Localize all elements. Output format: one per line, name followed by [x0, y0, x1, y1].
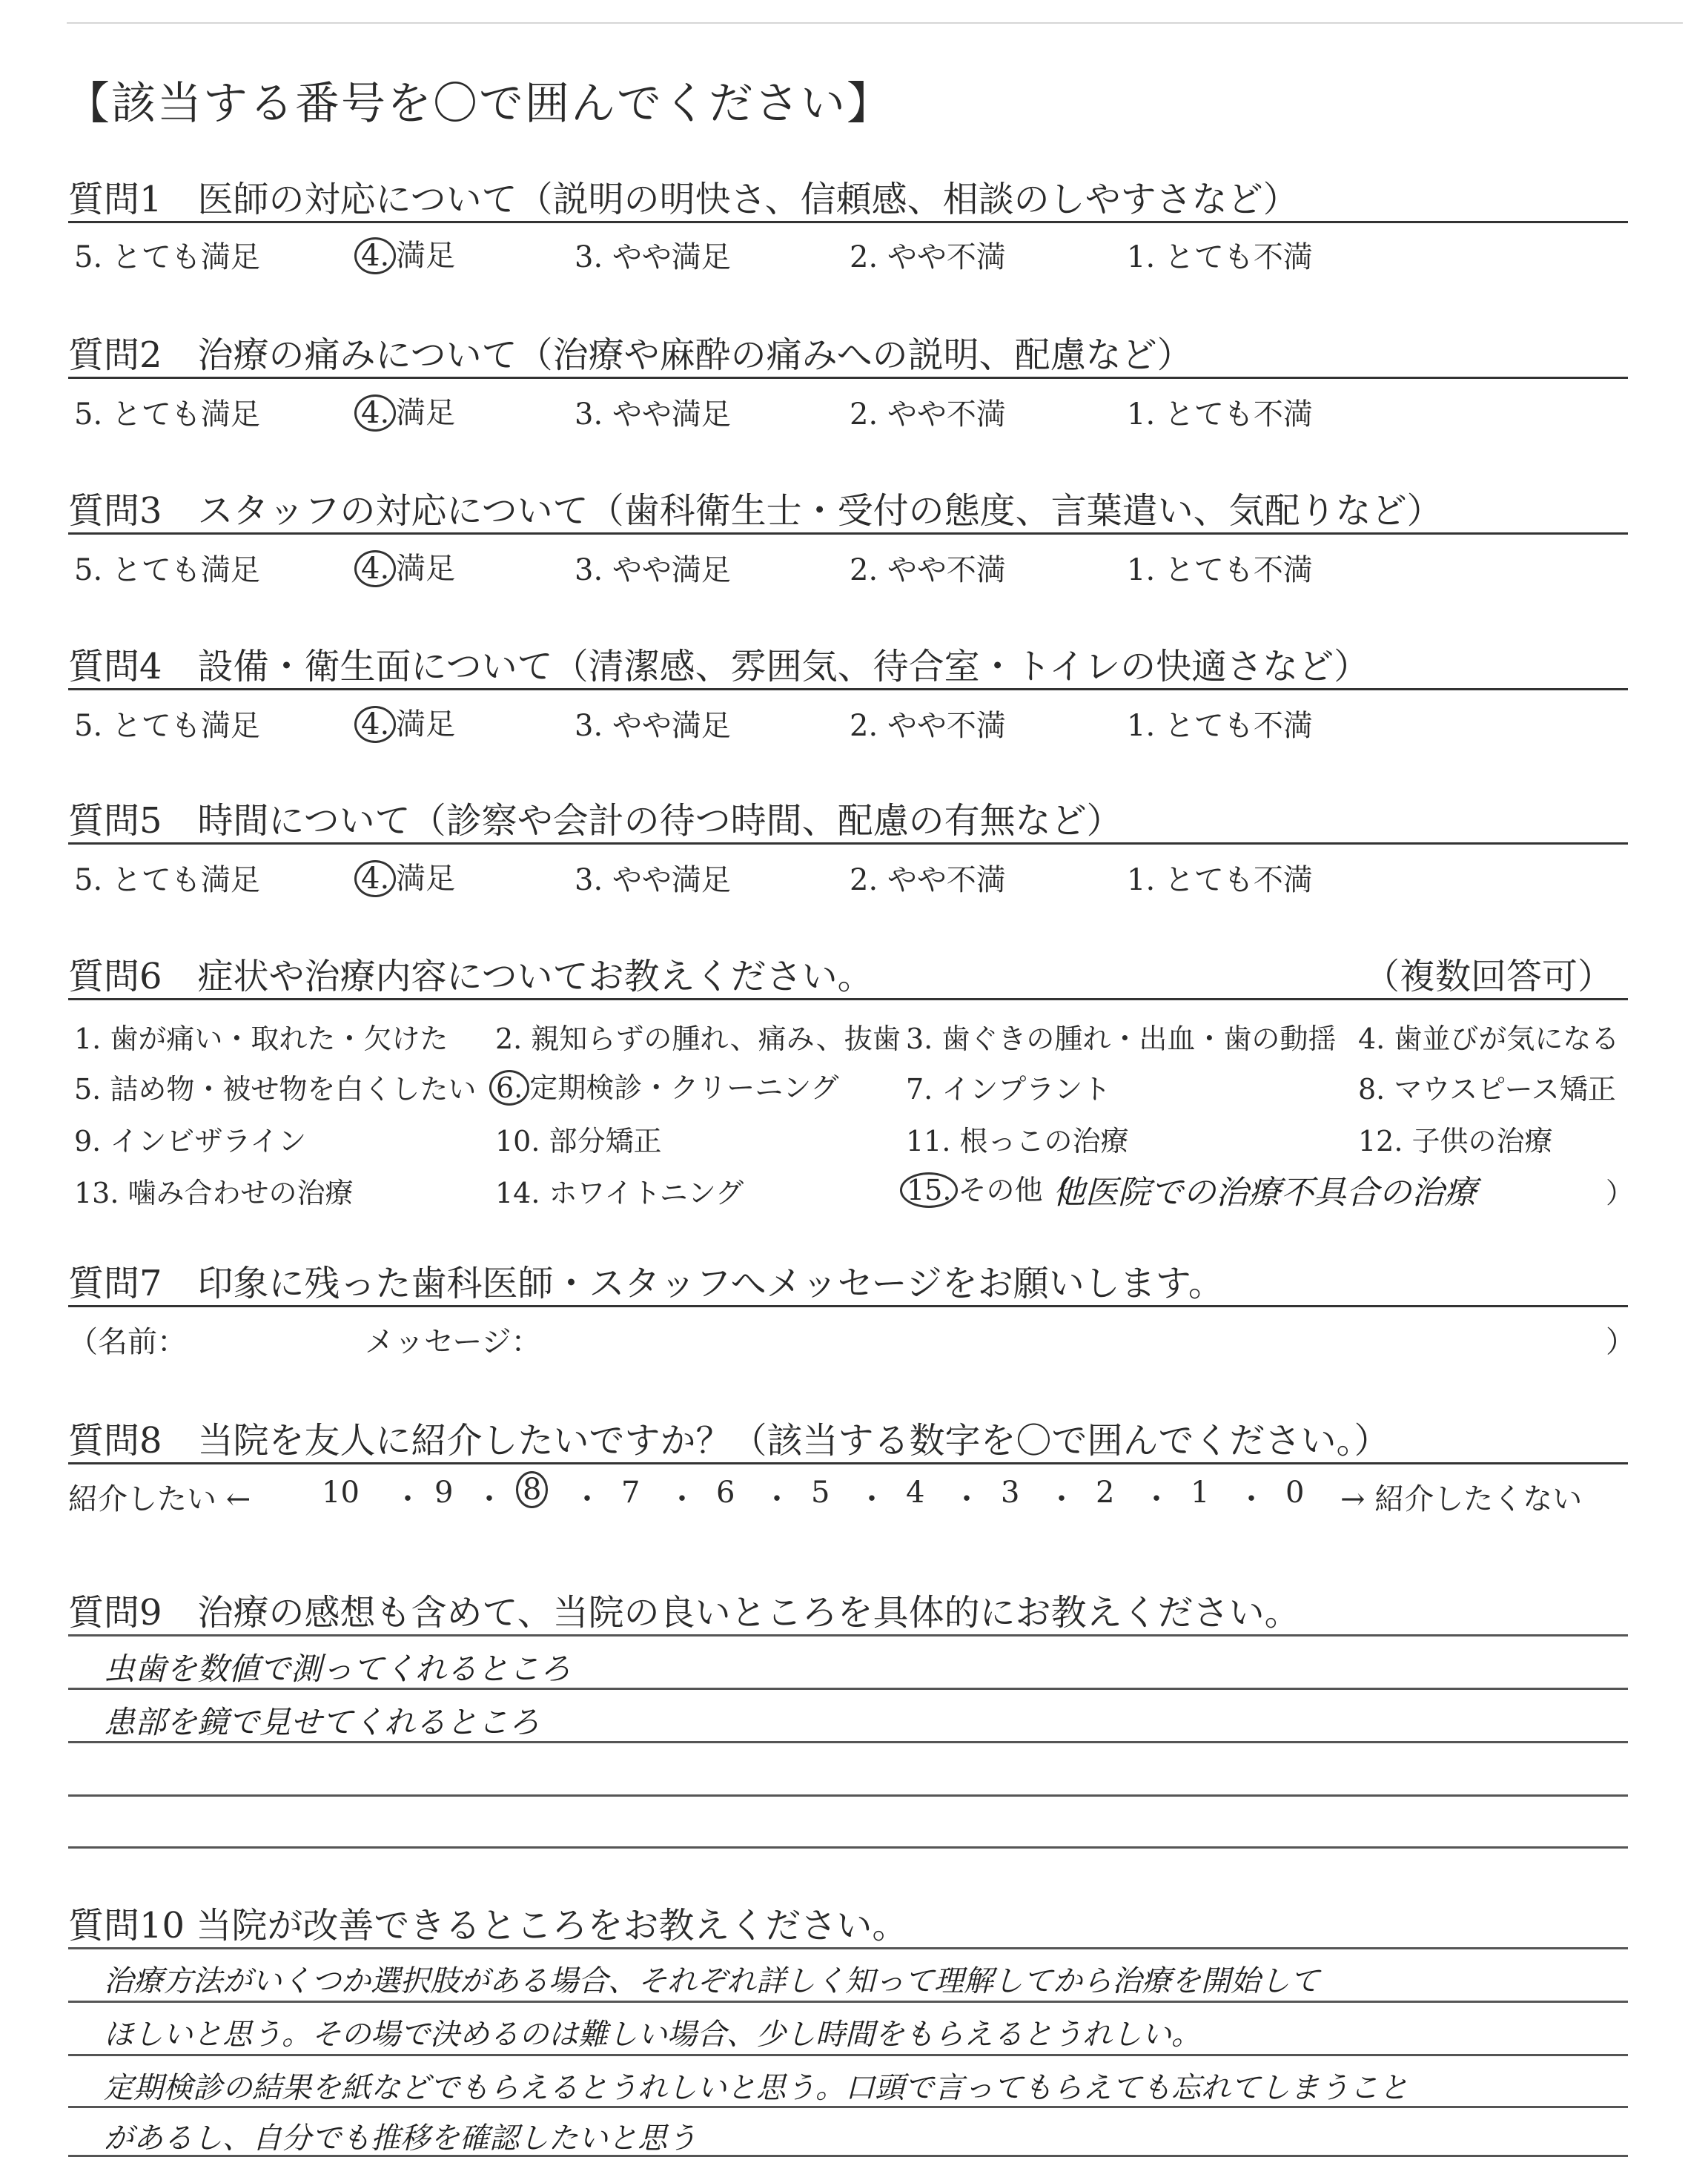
scale-value[interactable]: 5: [811, 1476, 830, 1510]
q10-line: [68, 1947, 1628, 1949]
scale-value[interactable]: 7: [621, 1476, 640, 1510]
q10-answer-line[interactable]: があるし、自分でも推移を確認したいと思う: [104, 2121, 697, 2156]
scale-value[interactable]: 9: [434, 1476, 454, 1510]
q8-title: 質問8 当院を友人に紹介したいですか？（該当する数字を〇で囲んでください。）: [68, 1420, 1390, 1462]
q6-title: 質問6 症状や治療内容についてお教えください。: [68, 956, 873, 997]
q1-underline: [68, 221, 1628, 223]
q9-answer-line[interactable]: 患部を鏡で見せてくれるところ: [104, 1704, 540, 1740]
message-label: メッセージ：: [365, 1325, 541, 1359]
option-1[interactable]: 1. とても不満: [1127, 863, 1313, 897]
option-4-selected[interactable]: 4. 満足: [354, 855, 455, 897]
scale-dot: ・: [572, 1482, 602, 1516]
option-2[interactable]: 2. やや不満: [850, 709, 1006, 743]
scale-dot: ・: [857, 1482, 887, 1516]
option-5[interactable]: 5. とても満足: [74, 863, 260, 897]
q9-line: [68, 1846, 1628, 1849]
circle-mark: 8: [516, 1471, 548, 1508]
other-handwritten-answer[interactable]: 他医院での治療不具合の治療: [1053, 1174, 1477, 1212]
option-1[interactable]: 1. とても不満: [1127, 553, 1313, 587]
circle-mark: 15.: [900, 1172, 958, 1208]
option-5[interactable]: 5. とても満足: [74, 709, 260, 743]
q10-answer-line[interactable]: 定期検診の結果を紙などでもらえるとうれしいと思う。口頭で言ってもらえても忘れてしまうこと: [104, 2071, 1409, 2105]
scale-dot: ・: [474, 1482, 504, 1516]
q7-title: 質問7 印象に残った歯科医師・スタッフへメッセージをお願いします。: [68, 1263, 1224, 1304]
option-3[interactable]: 3. やや満足: [575, 240, 731, 274]
q6-underline: [68, 998, 1628, 1000]
top-border: [67, 22, 1683, 24]
option-4-selected[interactable]: 4. 満足: [354, 389, 455, 432]
q6-note: （複数回答可）: [1364, 956, 1614, 997]
circle-mark: 4.: [354, 550, 396, 587]
option-1[interactable]: 1. とても不満: [1127, 240, 1313, 274]
q3-title: 質問3 スタッフの対応について（歯科衛生士・受付の態度、言葉遣い、気配りなど）: [68, 490, 1443, 532]
option-4-selected[interactable]: 4. 満足: [354, 545, 455, 587]
option-4-selected[interactable]: 4. 満足: [354, 701, 455, 743]
message-close-paren: ）: [1606, 1325, 1635, 1359]
q9-title: 質問9 治療の感想も含めて、当院の良いところを具体的にお教えください。: [68, 1592, 1300, 1634]
scale-value[interactable]: 3: [1001, 1476, 1020, 1510]
recommend-right-label: → 紹介したくない: [1340, 1482, 1583, 1516]
other-close-paren: ）: [1606, 1177, 1635, 1209]
option-2[interactable]: 2. やや不満: [850, 240, 1006, 274]
q9-line: [68, 1634, 1628, 1636]
scale-value[interactable]: 0: [1285, 1476, 1305, 1510]
option-5[interactable]: 5. とても満足: [74, 553, 260, 587]
q10-line: [68, 2054, 1628, 2056]
option-1[interactable]: 1. とても不満: [1127, 397, 1313, 432]
option-2[interactable]: 2. やや不満: [850, 553, 1006, 587]
scale-dot: ・: [952, 1482, 982, 1516]
option-5[interactable]: 5. とても満足: [74, 240, 260, 274]
circle-mark: 6.: [489, 1070, 529, 1106]
q2-title: 質問2 治療の痛みについて（治療や麻酔の痛みへの説明、配慮など）: [68, 334, 1193, 376]
scale-value-selected[interactable]: [516, 1471, 548, 1508]
scale-dot: ・: [1237, 1482, 1266, 1516]
option-2[interactable]: 2. やや不満: [850, 397, 1006, 432]
circle-mark: 4.: [354, 237, 396, 274]
option-4-selected[interactable]: 4. 満足: [354, 232, 455, 274]
symptom-option[interactable]: 11. 根っこの治療: [906, 1125, 1129, 1157]
symptom-option[interactable]: 8. マウスピース矯正: [1358, 1073, 1616, 1106]
scale-dot: ・: [762, 1482, 792, 1516]
scale-dot: ・: [1142, 1482, 1171, 1516]
circle-mark: 4.: [354, 394, 396, 432]
symptom-option-selected[interactable]: 6. 定期検診・クリーニング: [489, 1065, 839, 1106]
scale-dot: ・: [667, 1482, 697, 1516]
q5-title: 質問5 時間について（診察や会計の待つ時間、配慮の有無など）: [68, 800, 1122, 842]
q10-line: [68, 2001, 1628, 2003]
q4-underline: [68, 688, 1628, 690]
symptom-option[interactable]: 4. 歯並びが気になる: [1358, 1023, 1620, 1055]
circle-mark: 4.: [354, 860, 396, 897]
page-header: 【該当する番号を〇で囲んでください】: [65, 78, 893, 130]
scale-dot: ・: [393, 1482, 423, 1516]
symptom-option[interactable]: 10. 部分矯正: [495, 1125, 662, 1157]
q10-answer-line[interactable]: 治療方法がいくつか選択肢がある場合、それぞれ詳しく知って理解してから治療を開始して: [104, 1964, 1320, 1998]
q10-title: 質問10 当院が改善できるところをお教えください。: [68, 1905, 908, 1946]
symptom-option[interactable]: 14. ホワイトニング: [495, 1177, 744, 1209]
name-label: （名前：: [68, 1325, 187, 1359]
symptom-option[interactable]: 13. 噛み合わせの治療: [74, 1177, 354, 1209]
symptom-option-other-selected[interactable]: 15. その他（: [900, 1167, 1070, 1208]
scale-value[interactable]: 2: [1096, 1476, 1115, 1510]
q1-title: 質問1 医師の対応について（説明の明快さ、信頼感、相談のしやすさなど）: [68, 179, 1299, 220]
scale-dot: ・: [1047, 1482, 1076, 1516]
symptom-option[interactable]: 9. インビザライン: [74, 1125, 307, 1157]
symptom-option[interactable]: 12. 子供の治療: [1358, 1125, 1553, 1157]
symptom-option[interactable]: 5. 詰め物・被せ物を白くしたい: [74, 1073, 477, 1106]
recommend-left-label: 紹介したい ←: [68, 1482, 251, 1516]
q5-underline: [68, 842, 1628, 845]
symptom-option[interactable]: 1. 歯が痛い・取れた・欠けた: [74, 1023, 448, 1055]
q8-underline: [68, 1462, 1628, 1464]
q3-underline: [68, 532, 1628, 535]
symptom-option[interactable]: 3. 歯ぐきの腫れ・出血・歯の動揺: [906, 1023, 1337, 1055]
option-3[interactable]: 3. やや満足: [575, 863, 731, 897]
option-5[interactable]: 5. とても満足: [74, 397, 260, 432]
circle-mark: 4.: [354, 706, 396, 743]
q2-underline: [68, 377, 1628, 379]
q9-answer-line[interactable]: 虫歯を数値で測ってくれるところ: [104, 1651, 572, 1687]
scale-value[interactable]: 1: [1191, 1476, 1210, 1510]
option-3[interactable]: 3. やや満足: [575, 397, 731, 432]
q9-line: [68, 1794, 1628, 1797]
option-3[interactable]: 3. やや満足: [575, 709, 731, 743]
option-1[interactable]: 1. とても不満: [1127, 709, 1313, 743]
option-2[interactable]: 2. やや不満: [850, 863, 1006, 897]
symptom-option[interactable]: 2. 親知らずの腫れ、痛み、抜歯: [495, 1023, 901, 1055]
symptom-option[interactable]: 7. インプラント: [906, 1073, 1111, 1106]
q4-title: 質問4 設備・衛生面について（清潔感、雰囲気、待合室・トイレの快適さなど）: [68, 646, 1370, 687]
q10-answer-line[interactable]: ほしいと思う。その場で決めるのは難しい場合、少し時間をもらえるとうれしい。: [104, 2018, 1201, 2052]
scale-value[interactable]: 10: [322, 1476, 360, 1510]
scale-value[interactable]: 4: [906, 1476, 925, 1510]
option-3[interactable]: 3. やや満足: [575, 553, 731, 587]
q7-underline: [68, 1305, 1628, 1307]
scale-value[interactable]: 6: [716, 1476, 735, 1510]
